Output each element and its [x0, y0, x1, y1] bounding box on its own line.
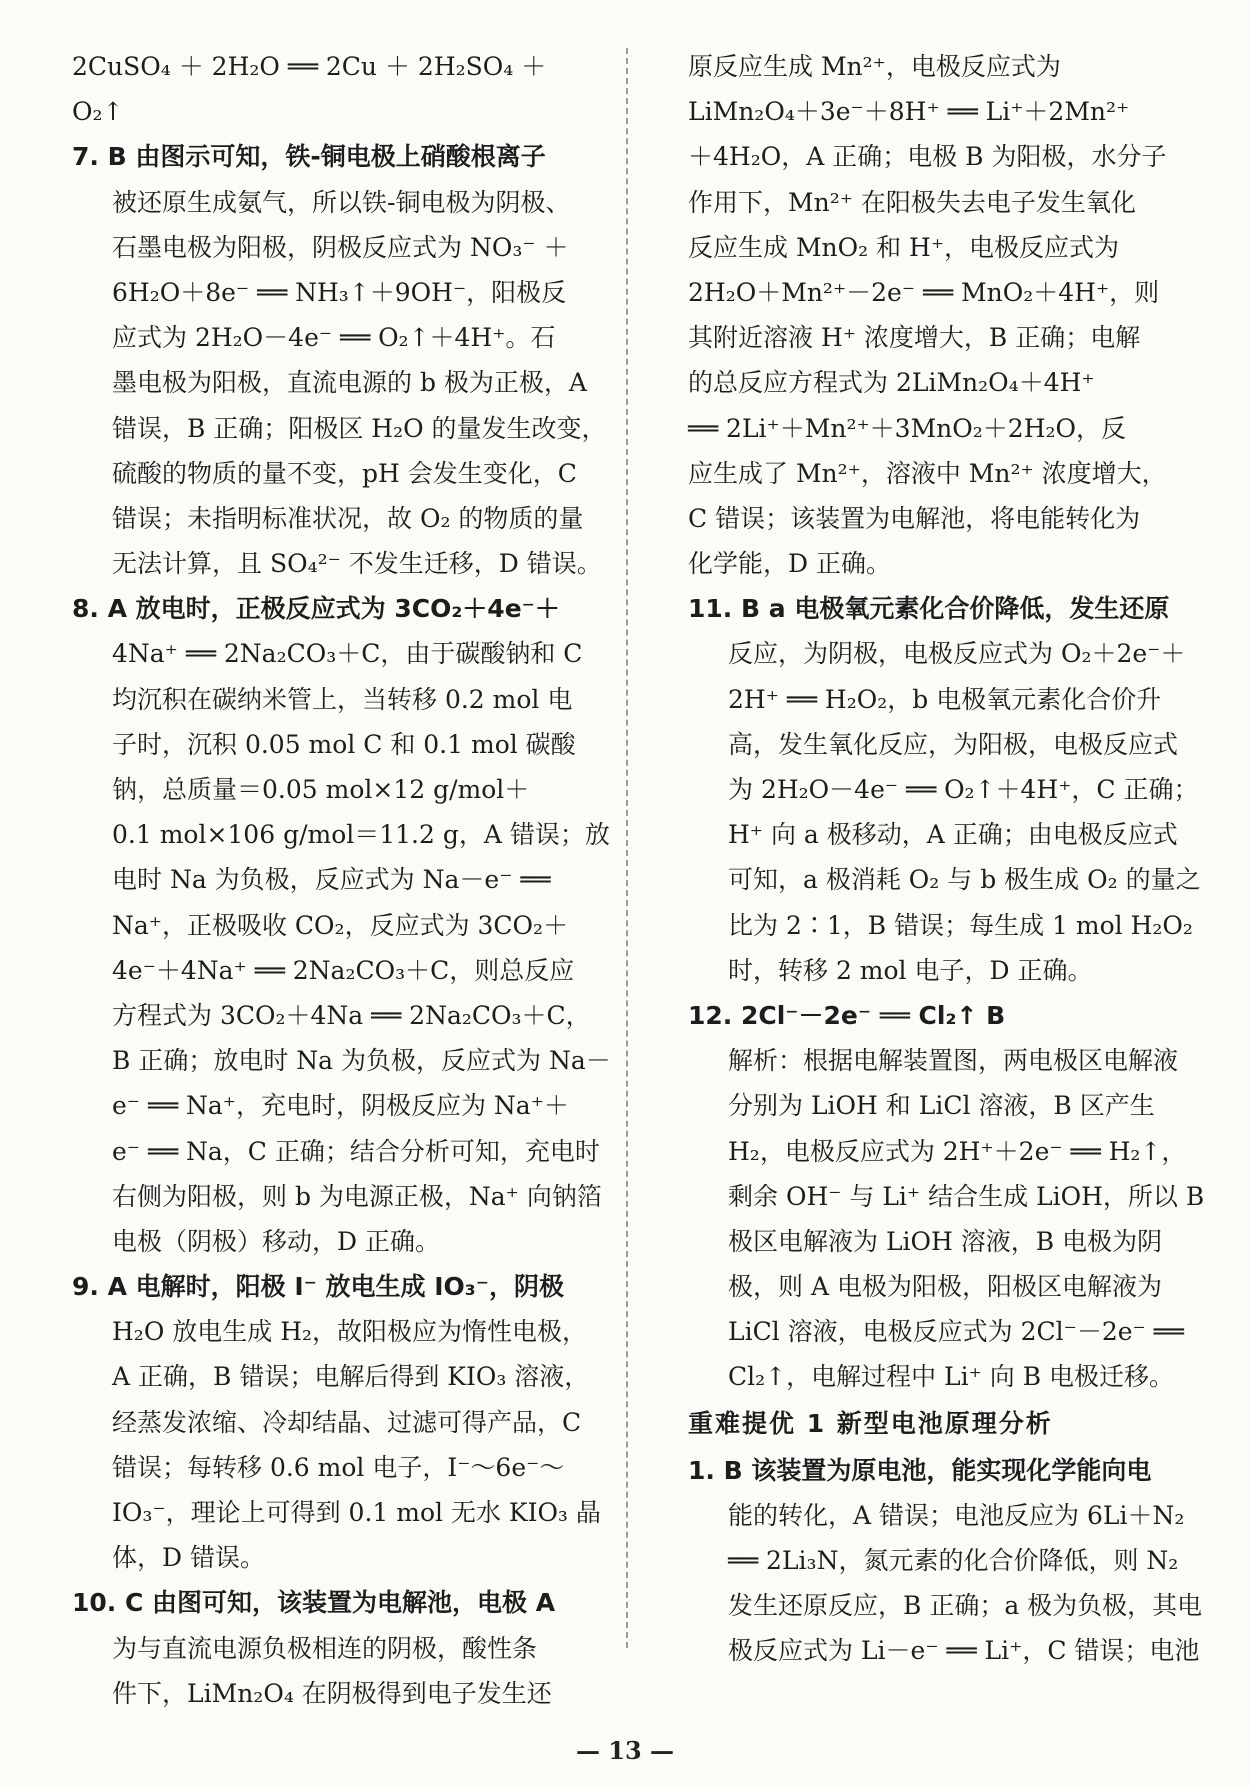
text-line: 为与直流电源负极相连的阴极，酸性条	[112, 1633, 538, 1663]
text-line: LiCl 溶液，电极反应式为 2Cl⁻－2e⁻ ══	[728, 1317, 1184, 1347]
text-line: 4e⁻＋4Na⁺ ══ 2Na₂CO₃＋C，则总反应	[112, 955, 575, 985]
text-line: 能的转化，A 错误；电池反应为 6Li＋N₂	[728, 1500, 1185, 1530]
text-line: H⁺ 向 a 极移动，A 正确；由电极反应式	[728, 820, 1178, 850]
text-line: ══ 2Li⁺＋Mn²⁺＋3MnO₂＋2H₂O，反	[688, 413, 1127, 443]
text-line: 2H₂O＋Mn²⁺－2e⁻ ══ MnO₂＋4H⁺，则	[688, 277, 1160, 307]
text-line: 6H₂O＋8e⁻ ══ NH₃↑＋9OH⁻，阳极反	[112, 277, 567, 307]
text-line: e⁻ ══ Na⁺，充电时，阴极反应为 Na⁺＋	[112, 1091, 569, 1121]
text-line: 均沉积在碳纳米管上，当转移 0.2 mol 电	[112, 684, 573, 714]
text-line: 2CuSO₄ ＋ 2H₂O ══ 2Cu ＋ 2H₂SO₄ ＋	[72, 52, 547, 81]
text-line: A 正确，B 错误；电解后得到 KIO₃ 溶液，	[112, 1362, 590, 1392]
text-line: 无法计算，且 SO₄²⁻ 不发生迁移，D 错误。	[112, 549, 602, 579]
text-line: O₂↑	[72, 97, 124, 127]
page-number: — 13 —	[575, 1736, 675, 1765]
text-line: 体，D 错误。	[112, 1543, 265, 1573]
text-line: 可知，a 极消耗 O₂ 与 b 极生成 O₂ 的量之	[728, 865, 1201, 895]
text-line: 的总反应方程式为 2LiMn₂O₄＋4H⁺	[688, 368, 1095, 398]
text-line: 电时 Na 为负极，反应式为 Na－e⁻ ══	[112, 865, 551, 895]
answer-11-line: 11. B a 电极氧元素化合价降低，发生还原	[688, 594, 1170, 624]
text-line: LiMn₂O₄＋3e⁻＋8H⁺ ══ Li⁺＋2Mn²⁺	[688, 97, 1130, 127]
text-line: 其附近溶液 H⁺ 浓度增大，B 正确；电解	[688, 323, 1141, 353]
text-line: 电极（阴极）移动，D 正确。	[112, 1226, 440, 1256]
answer-8-line: 8. A 放电时，正极反应式为 3CO₂＋4e⁻＋	[72, 594, 560, 624]
text-line: 错误；未指明标准状况，故 O₂ 的物质的量	[112, 503, 584, 533]
text-line: 子时，沉积 0.05 mol C 和 0.1 mol 碳酸	[112, 729, 576, 759]
text-line: 作用下，Mn²⁺ 在阳极失去电子发生氧化	[688, 187, 1136, 217]
answer-1-line: 1. B 该装置为原电池，能实现化学能向电	[688, 1455, 1152, 1485]
text-line: 石墨电极为阳极，阴极反应式为 NO₃⁻ ＋	[112, 232, 569, 262]
answer-10-line: 10. C 由图可知，该装置为电解池，电极 A	[72, 1588, 556, 1618]
analysis-line: 解析：根据电解装置图，两电极区电解液	[728, 1046, 1179, 1076]
text-line: 为 2H₂O－4e⁻ ══ O₂↑＋4H⁺，C 正确；	[728, 775, 1199, 804]
text-line: H₂O 放电生成 H₂，故阳极应为惰性电极，	[112, 1317, 588, 1347]
text-line: 2H⁺ ══ H₂O₂，b 电极氧元素化合价升	[728, 684, 1162, 714]
text-line: 原反应生成 Mn²⁺，电极反应式为	[688, 52, 1061, 81]
text-line: 极区电解液为 LiOH 溶液，B 电极为阴	[728, 1226, 1163, 1256]
text-line: Na⁺，正极吸收 CO₂，反应式为 3CO₂＋	[112, 910, 569, 940]
text-line: 墨电极为阳极，直流电源的 b 极为正极，A	[112, 368, 587, 398]
left-column	[72, 44, 611, 1716]
text-line: 被还原生成氨气，所以铁-铜电极为阴极、	[112, 187, 571, 217]
column-divider	[626, 48, 628, 1648]
text-line: 时，转移 2 mol 电子，D 正确。	[728, 955, 1093, 985]
text-line: 硫酸的物质的量不变，pH 会发生变化，C	[112, 458, 577, 488]
right-column	[688, 44, 1205, 1674]
answer-7-line: 7. B 由图示可知，铁-铜电极上硝酸根离子	[72, 142, 546, 172]
text-line: 高，发生氧化反应，为阳极，电极反应式	[728, 729, 1179, 759]
text-line: C 错误；该装置为电解池，将电能转化为	[688, 503, 1141, 533]
text-line: ＋4H₂O，A 正确；电极 B 为阳极，水分子	[688, 142, 1167, 172]
text-line: 极，则 A 电极为阳极，阳极区电解液为	[728, 1272, 1162, 1302]
text-line: 化学能，D 正确。	[688, 549, 891, 579]
text-line: 0.1 mol×106 g/mol＝11.2 g，A 错误；放	[112, 820, 610, 850]
text-line: 件下，LiMn₂O₄ 在阴极得到电子发生还	[112, 1678, 552, 1708]
text-line: 方程式为 3CO₂＋4Na ══ 2Na₂CO₃＋C，	[112, 1000, 591, 1030]
text-line: 错误，B 正确；阳极区 H₂O 的量发生改变，	[112, 413, 607, 443]
text-line: 错误；每转移 0.6 mol 电子，I⁻～6e⁻～	[112, 1452, 565, 1482]
text-line: 反应，为阴极，电极反应式为 O₂＋2e⁻＋	[728, 639, 1186, 669]
text-line: 应式为 2H₂O－4e⁻ ══ O₂↑＋4H⁺。石	[112, 323, 556, 353]
answer-12-line: 12. 2Cl⁻－2e⁻ ══ Cl₂↑ B	[688, 1000, 1006, 1030]
text-line: 反应生成 MnO₂ 和 H⁺，电极反应式为	[688, 232, 1120, 262]
text-line: 分别为 LiOH 和 LiCl 溶液，B 区产生	[728, 1091, 1155, 1121]
text-line: Cl₂↑，电解过程中 Li⁺ 向 B 电极迁移。	[728, 1362, 1175, 1392]
text-line: e⁻ ══ Na，C 正确；结合分析可知，充电时	[112, 1136, 600, 1166]
text-line: 4Na⁺ ══ 2Na₂CO₃＋C，由于碳酸钠和 C	[112, 639, 583, 669]
text-line: H₂，电极反应式为 2H⁺＋2e⁻ ══ H₂↑，	[728, 1136, 1187, 1166]
text-line: 剩余 OH⁻ 与 Li⁺ 结合生成 LiOH，所以 B	[728, 1181, 1205, 1211]
text-line: 发生还原反应，B 正确；a 极为负极，其电	[728, 1591, 1203, 1621]
text-line: 应生成了 Mn²⁺，溶液中 Mn²⁺ 浓度增大，	[688, 458, 1167, 488]
text-line: B 正确；放电时 Na 为负极，反应式为 Na－	[112, 1046, 611, 1076]
text-line: ══ 2Li₃N，氮元素的化合价降低，则 N₂	[728, 1546, 1179, 1575]
answer-9-line: 9. A 电解时，阳极 I⁻ 放电生成 IO₃⁻，阴极	[72, 1272, 564, 1302]
section-heading: 重难提优 1 新型电池原理分析	[688, 1408, 1053, 1438]
text-line: 经蒸发浓缩、冷却结晶、过滤可得产品，C	[112, 1407, 582, 1437]
text-line: 右侧为阳极，则 b 为电源正极，Na⁺ 向钠箔	[112, 1181, 602, 1211]
text-line: 比为 2∶1，B 错误；每生成 1 mol H₂O₂	[728, 910, 1193, 940]
text-line: IO₃⁻，理论上可得到 0.1 mol 无水 KIO₃ 晶	[112, 1498, 601, 1527]
text-line: 钠，总质量＝0.05 mol×12 g/mol＋	[112, 775, 530, 804]
text-line: 极反应式为 Li－e⁻ ══ Li⁺，C 错误；电池	[728, 1636, 1200, 1666]
